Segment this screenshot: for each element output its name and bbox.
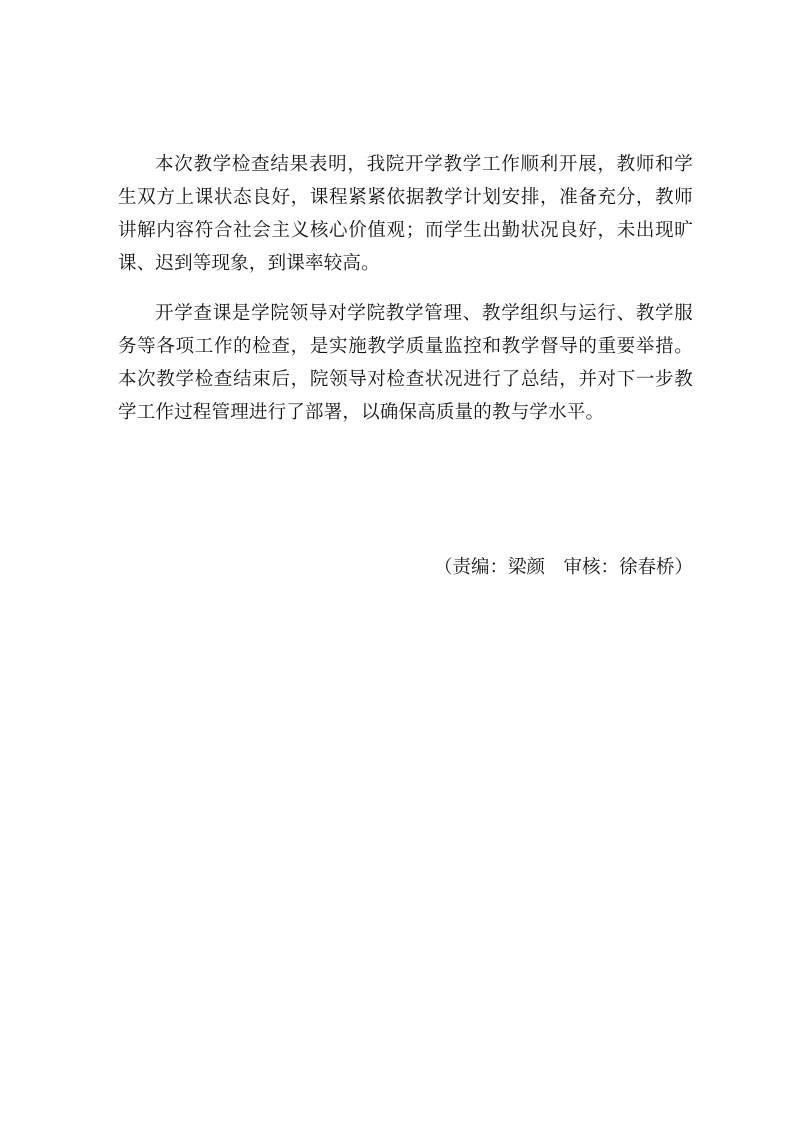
paragraph-1: 本次教学检查结果表明，我院开学教学工作顺利开展，教师和学生双方上课状态良好，课程紧紧依据教学计划安排，准备充分，教师讲解内容符合社会主义核心价值观；而学生出勤状况良好，未出现旷课、迟到等现象，到课率较高。 — [118, 154, 693, 274]
paragraph-2: 开学查课是学院领导对学院教学管理、教学组织与运行、教学服务等各项工作的检查，是实施教学质量监控和教学督导的重要举措。本次教学检查结束后，院领导对检查状况进行了总结，并对下一步教学工作过程管理进行了部署，以确保高质量的教与学水平。 — [118, 303, 693, 423]
article-body — [118, 148, 693, 429]
editor-credit: （责编：梁颜 审核：徐春桥） — [433, 557, 693, 578]
